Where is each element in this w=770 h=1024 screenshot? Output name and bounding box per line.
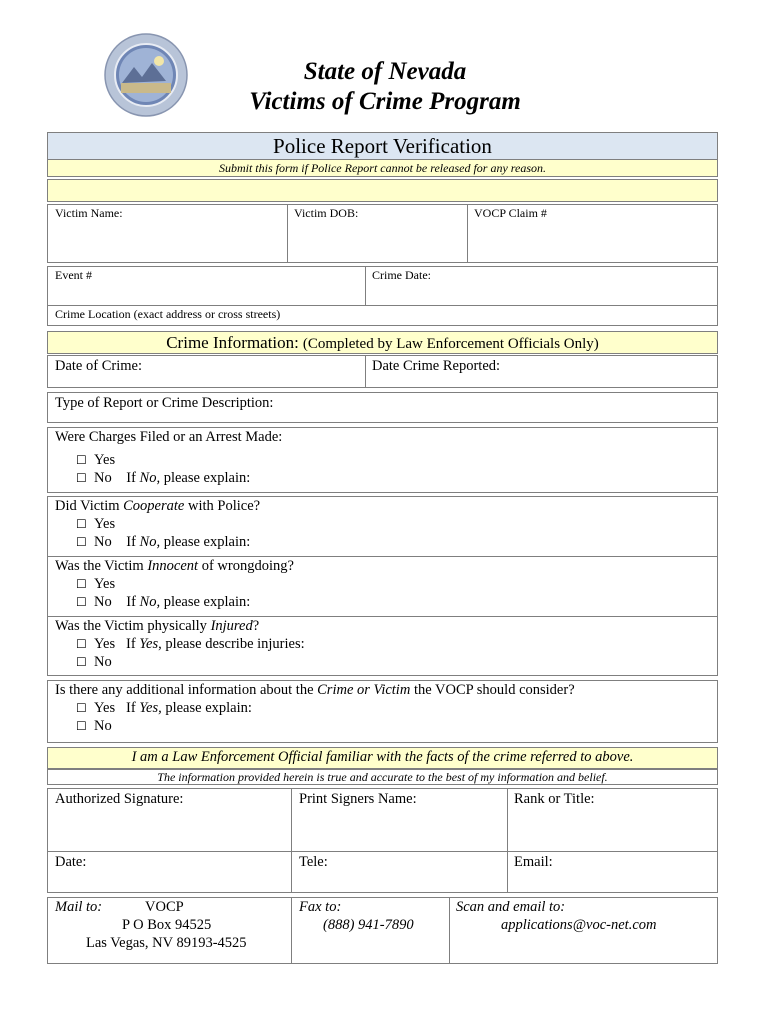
q-text: ? xyxy=(252,618,260,634)
option-note: If xyxy=(126,534,140,550)
crime-info-note: (Completed by Law Enforcement Officials Only) xyxy=(302,336,599,352)
divider xyxy=(47,305,718,306)
cooperate-yes-option[interactable] xyxy=(76,516,115,533)
crime-location-field[interactable]: Crime Location (exact address or cross streets) xyxy=(55,307,281,321)
program-title: Victims of Crime Program xyxy=(249,88,521,115)
certification-statement: I am a Law Enforcement Official familiar with the facts of the crime referred to above. xyxy=(131,749,634,765)
q-text: Was the Victim physically xyxy=(55,618,211,634)
checkbox[interactable]: ☐ xyxy=(76,577,87,591)
q-text: Did Victim xyxy=(55,498,124,514)
authorized-signature-field[interactable]: Authorized Signature: xyxy=(55,791,184,807)
victim-info-block xyxy=(47,204,718,263)
checkbox[interactable]: ☐ xyxy=(76,719,87,733)
q-text-em: Cooperate xyxy=(123,498,185,514)
email-field[interactable]: Email: xyxy=(514,854,553,870)
divider xyxy=(467,204,468,263)
divider xyxy=(47,851,718,852)
option-note: If xyxy=(126,470,140,486)
innocent-no-option[interactable] xyxy=(76,594,250,611)
crime-type-field[interactable]: Type of Report or Crime Description: xyxy=(55,395,274,411)
checkbox[interactable]: ☐ xyxy=(76,655,87,669)
certification-subtext: The information provided herein is true and accurate to the best of my information and belief. xyxy=(157,770,608,784)
fax-to-label: Fax to: xyxy=(299,899,342,915)
option-label: Yes xyxy=(94,700,116,716)
vocp-claim-field[interactable]: VOCP Claim # xyxy=(474,206,547,220)
checkbox[interactable]: ☐ xyxy=(76,595,87,609)
additional-yes-option[interactable] xyxy=(76,700,252,717)
q-text-em: Crime or Victim xyxy=(317,682,411,698)
option-note-em: No, xyxy=(139,594,161,610)
q-text-em: Injured xyxy=(210,618,253,634)
option-note-em: Yes, xyxy=(139,700,162,716)
option-note: If xyxy=(125,636,140,652)
option-label: Yes xyxy=(94,452,116,468)
injured-no-option[interactable] xyxy=(76,654,112,671)
contact-email-link[interactable]: applications@voc-net.com xyxy=(501,917,657,933)
program-state-title: State of Nevada xyxy=(303,58,467,85)
tele-field[interactable]: Tele: xyxy=(299,854,328,870)
q-text: the VOCP should consider? xyxy=(410,682,575,698)
option-label: No xyxy=(94,654,112,670)
divider xyxy=(291,788,292,893)
mail-address-line2: Las Vegas, NV 89193-4525 xyxy=(86,935,247,951)
fax-number: (888) 941-7890 xyxy=(323,917,414,933)
checkbox[interactable]: ☐ xyxy=(76,637,87,651)
innocent-yes-option[interactable] xyxy=(76,576,115,593)
victim-name-field[interactable]: Victim Name: xyxy=(55,206,123,220)
form-title: Police Report Verification xyxy=(273,134,492,158)
blank-yellow-band xyxy=(47,179,718,202)
option-note-em: Yes xyxy=(139,636,159,652)
injured-yes-option[interactable] xyxy=(76,636,305,653)
mail-address-line1: P O Box 94525 xyxy=(122,917,212,933)
crime-date-field[interactable]: Crime Date: xyxy=(372,268,431,282)
q-text-em: Innocent xyxy=(147,558,199,574)
cooperate-no-option[interactable] xyxy=(76,534,250,551)
divider xyxy=(507,788,508,893)
date-reported-field[interactable]: Date Crime Reported: xyxy=(372,358,501,374)
charges-no-option[interactable] xyxy=(76,470,250,487)
option-label: Yes xyxy=(94,576,116,592)
victim-dob-field[interactable]: Victim DOB: xyxy=(294,206,359,220)
checkbox[interactable]: ☐ xyxy=(76,453,87,467)
form-subtitle: Submit this form if Police Report cannot be released for any reason. xyxy=(218,161,547,175)
scan-email-label: Scan and email to: xyxy=(456,899,566,915)
mail-to-label: Mail to: xyxy=(55,899,103,915)
divider xyxy=(47,616,718,617)
checkbox[interactable]: ☐ xyxy=(76,517,87,531)
innocent-question xyxy=(55,558,294,575)
q-text: Was the Victim xyxy=(55,558,148,574)
checkbox[interactable]: ☐ xyxy=(76,471,87,485)
checkbox[interactable]: ☐ xyxy=(76,701,87,715)
q-text: of wrongdoing? xyxy=(198,558,294,574)
q-text: Is there any additional information about the xyxy=(55,682,318,698)
cooperate-question xyxy=(55,498,260,515)
additional-question xyxy=(55,682,575,699)
divider xyxy=(449,897,450,964)
date-field[interactable]: Date: xyxy=(55,854,87,870)
crime-info-title: Crime Information: xyxy=(166,333,299,352)
crime-info-heading xyxy=(47,333,718,353)
option-label: No xyxy=(94,470,112,486)
q-text: with Police? xyxy=(184,498,261,514)
option-note: If xyxy=(126,594,140,610)
divider xyxy=(365,355,366,388)
mail-name: VOCP xyxy=(145,899,184,915)
charges-question: Were Charges Filed or an Arrest Made: xyxy=(55,429,283,445)
checkbox[interactable]: ☐ xyxy=(76,535,87,549)
option-note: please explain: xyxy=(160,470,251,486)
charges-yes-option[interactable] xyxy=(76,452,115,469)
divider xyxy=(287,204,288,263)
option-label: No xyxy=(94,718,112,734)
divider xyxy=(291,897,292,964)
rank-title-field[interactable]: Rank or Title: xyxy=(514,791,595,807)
option-note: please explain: xyxy=(161,700,252,716)
injured-question xyxy=(55,618,259,635)
event-number-field[interactable]: Event # xyxy=(55,268,92,282)
option-label: No xyxy=(94,534,112,550)
divider xyxy=(365,266,366,305)
divider xyxy=(47,556,718,557)
option-note-em: No, xyxy=(139,470,161,486)
option-label: Yes xyxy=(94,516,116,532)
option-label: Yes xyxy=(94,636,116,652)
date-of-crime-field[interactable]: Date of Crime: xyxy=(55,358,142,374)
print-name-field[interactable]: Print Signers Name: xyxy=(299,791,417,807)
option-note: , please describe injuries: xyxy=(158,636,305,652)
option-note: please explain: xyxy=(160,594,251,610)
option-note-em: No, xyxy=(139,534,161,550)
option-label: No xyxy=(94,594,112,610)
option-note: please explain: xyxy=(160,534,251,550)
option-note: If xyxy=(125,700,140,716)
additional-no-option[interactable] xyxy=(76,718,112,735)
